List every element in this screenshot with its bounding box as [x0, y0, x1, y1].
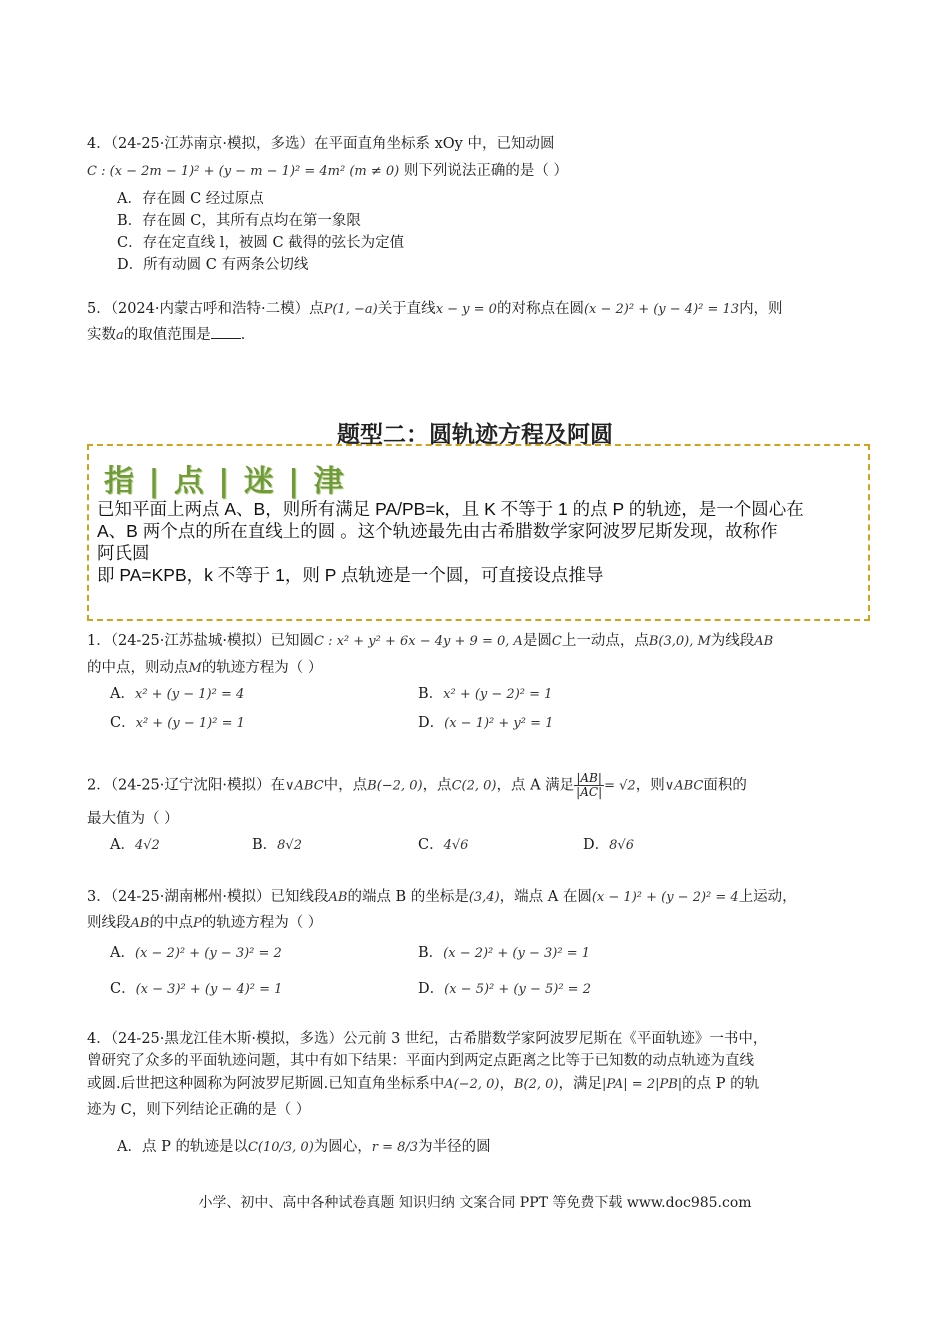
- q4b-stem-line4: 迹为 C，则下列结论正确的是（ ）: [87, 1102, 311, 1118]
- q4b-option-a: [117, 1136, 491, 1159]
- q1-stem-line1: [87, 630, 773, 653]
- q4b-math-a: A(−2, 0): [444, 1077, 500, 1092]
- q5a-math-circle: (x − 2)² + (y − 4)² = 13: [583, 302, 740, 317]
- q5a-text-4: 内，则: [739, 301, 783, 317]
- q1-math-circle: C : x² + y² + 6x − 4y + 9 = 0, A: [314, 634, 523, 649]
- q2-option-c-eq: 4√6: [443, 838, 469, 853]
- tip-line-4: 即 PA=KPB，k 不等于 1，则 P 点轨迹是一个圆，可直接设点推导: [97, 565, 604, 585]
- q4b-text-2: ，: [499, 1076, 514, 1092]
- q3-text-6: 的中点: [149, 915, 193, 931]
- q5a-math-line: x − y = 0: [435, 302, 497, 317]
- q1-option-d-label: D．: [418, 715, 445, 731]
- q3-text-4: 上运动，: [738, 889, 797, 905]
- q3-option-b-label: B．: [418, 945, 444, 961]
- q1-option-d: [418, 712, 553, 735]
- q4b-option-a-center: C(10/3, 0): [247, 1140, 314, 1155]
- q2-option-c: [418, 834, 468, 857]
- q1-option-b-label: B．: [418, 686, 444, 702]
- tip-line-3: 阿氏圆: [97, 543, 150, 563]
- q4b-math-ratio: |PA| = 2|PB|: [601, 1077, 683, 1092]
- q2-text-2: 中，点: [323, 777, 368, 794]
- q2-math-triangle: ∨ABC: [285, 778, 324, 794]
- q4b-text-1: 或圆.后世把这种圆称为阿波罗尼斯圆.已知直角坐标系中: [87, 1076, 445, 1092]
- q1-text-5: 的中点，则动点: [87, 660, 189, 676]
- q3-math-b: (3,4): [468, 890, 500, 905]
- q1-option-a-label: A．: [110, 686, 135, 702]
- q4b-stem-line2: 曾研究了众多的平面轨迹问题，其中有如下结果：平面内到两定点距离之比等于已知数的动点轨迹为直线: [87, 1053, 754, 1069]
- q1-option-c: [110, 712, 245, 735]
- tip-line-2: A、B 两个点的所在直线上的圆 。这个轨迹最先由古希腊数学家阿波罗尼斯发现，故称作: [97, 521, 778, 541]
- q5a-text-3: 的对称点在圆: [496, 301, 584, 317]
- q4a-stem-line1: 4．（24-25·江苏南京·模拟，多选）在平面直角坐标系 xOy 中，已知动圆: [87, 136, 555, 152]
- q1-option-b-eq: x² + (y − 2)² = 1: [443, 687, 553, 702]
- q2-fraction-num: |AB|: [574, 772, 604, 786]
- q5a-stem-line1: [87, 298, 783, 321]
- q3-option-d-eq: (x − 5)² + (y − 5)² = 2: [444, 982, 591, 997]
- q5a-stem-line2: [87, 324, 255, 347]
- q1-option-c-label: C．: [110, 715, 136, 731]
- q5a-text-1: 5．（2024·内蒙古呼和浩特·二模）点: [87, 301, 324, 317]
- section-title: 题型二：圆轨迹方程及阿圆: [337, 422, 613, 448]
- q2-text-3: ，点: [422, 777, 452, 794]
- q1-math-ab: AB: [754, 634, 774, 649]
- tip-heading: 指 | 点 | 迷 | 津: [104, 464, 346, 499]
- answer-blank[interactable]: [211, 324, 241, 339]
- q2-stem-line1: [87, 772, 747, 799]
- q3-stem-line1: [87, 886, 797, 909]
- q2-fraction: [574, 772, 604, 799]
- q4b-stem-line3: [87, 1073, 759, 1096]
- q4a-option-a: A．存在圆 C 经过原点: [117, 191, 264, 207]
- q3-math-circle: (x − 1)² + (y − 2)² = 4: [591, 890, 739, 905]
- q4b-text-3: ，满足: [558, 1076, 602, 1092]
- q3-option-c: [110, 978, 282, 1001]
- q2-option-d: [583, 834, 634, 857]
- q1-option-b: [418, 683, 552, 706]
- q2-stem-line2: 最大值为（ ）: [87, 811, 179, 827]
- q3-option-d: [418, 978, 591, 1001]
- q4a-option-d: D．所有动圆 C 有两条公切线: [117, 257, 309, 273]
- q3-option-b: [418, 942, 590, 965]
- q5a-text-6: 的取值范围是: [123, 327, 211, 343]
- q2-option-b-label: B．: [252, 837, 278, 853]
- q4b-text-4: 的点 P 的轨: [682, 1076, 760, 1092]
- q3-option-a: [110, 942, 282, 965]
- q4b-option-a-text-3: 为半径的圆: [418, 1139, 491, 1155]
- q3-option-a-label: A．: [110, 945, 135, 961]
- q1-text-2: 是圆: [522, 633, 552, 649]
- q3-text-7: 的轨迹方程为（ ）: [201, 915, 323, 931]
- q2-text-1: 2．（24-25·辽宁沈阳·模拟）在: [87, 777, 285, 794]
- q2-text-6: 面积的: [703, 777, 747, 794]
- q5a-math-a: a: [116, 328, 124, 343]
- q1-text-6: 的轨迹方程为（ ）: [201, 660, 323, 676]
- q5a-text-7: ．: [240, 327, 256, 343]
- q3-stem-line2: [87, 912, 322, 935]
- q2-option-d-eq: 8√6: [609, 838, 634, 853]
- q2-math-sqrt2: = √2: [604, 778, 636, 794]
- q3-text-5: 则线段: [87, 915, 131, 931]
- q3-text-1: 3．（24-25·湖南郴州·模拟）已知线段: [87, 889, 329, 905]
- q2-option-a: [110, 834, 160, 857]
- q3-option-d-label: D．: [418, 981, 445, 997]
- q3-math-ab: AB: [328, 890, 348, 905]
- q3-option-c-label: C．: [110, 981, 136, 997]
- q5a-math-point: P(1, −a): [323, 302, 378, 317]
- q4b-stem-line1: 4．（24-25·黑龙江佳木斯·模拟，多选）公元前 3 世纪，古希腊数学家阿波罗尼斯在《平面轨迹》一书中，: [87, 1031, 768, 1047]
- q4b-option-a-text-2: 为圆心，: [313, 1139, 372, 1155]
- q2-fraction-den: |AC|: [576, 785, 603, 799]
- q3-option-b-eq: (x − 2)² + (y − 3)² = 1: [443, 946, 590, 961]
- q1-option-d-eq: (x − 1)² + y² = 1: [444, 716, 554, 731]
- q2-option-b-eq: 8√2: [277, 838, 302, 853]
- q1-option-a: [110, 683, 244, 706]
- q4a-option-b: B．存在圆 C，其所有点均在第一象限: [117, 213, 361, 229]
- q4a-option-c: C．存在定直线 l，被圆 C 截得的弦长为定值: [117, 235, 405, 251]
- q1-text-4: 为线段: [710, 633, 755, 649]
- tip-line-1: 已知平面上两点 A、B，则所有满足 PA/PB=k，且 K 不等于 1 的点 P 的轨迹，是一个圆心在: [97, 499, 804, 519]
- q2-option-b: [252, 834, 302, 857]
- q3-text-2: 的端点 B 的坐标是: [347, 889, 469, 905]
- q1-math-c: C: [551, 634, 562, 649]
- q4b-math-b: B(2, 0): [513, 1077, 559, 1092]
- q1-option-a-eq: x² + (y − 1)² = 4: [134, 687, 245, 702]
- q3-option-a-eq: (x − 2)² + (y − 3)² = 2: [134, 946, 282, 961]
- q2-option-c-label: C．: [418, 837, 444, 853]
- q2-option-a-eq: 4√2: [134, 838, 160, 853]
- q3-option-c-eq: (x − 3)² + (y − 4)² = 1: [135, 982, 283, 997]
- q1-text-1: 1．（24-25·江苏盐城·模拟）已知圆: [87, 633, 314, 649]
- q2-text-4: ，点 A 满足: [496, 777, 575, 794]
- q5a-text-2: 关于直线: [377, 301, 436, 317]
- q1-math-b: B(3,0), M: [648, 634, 711, 649]
- q1-option-c-eq: x² + (y − 1)² = 1: [135, 716, 245, 731]
- q1-stem-line2: [87, 657, 322, 680]
- page-footer: 小学、初中、高中各种试卷真题 知识归纳 文案合同 PPT 等免费下载 www.doc985.com: [198, 1195, 752, 1211]
- q1-math-m: M: [188, 661, 202, 676]
- q4a-stem-tail: 则下列说法正确的是（ ）: [403, 163, 568, 179]
- q3-text-3: ，端点 A 在圆: [499, 889, 592, 905]
- q2-text-5: ，则: [635, 777, 665, 794]
- q2-math-b: B(−2, 0): [367, 778, 423, 794]
- q2-option-a-label: A．: [110, 837, 135, 853]
- q1-text-3: 上一动点，点: [561, 633, 649, 649]
- q4a-stem-line2: [87, 160, 568, 183]
- q4b-option-a-text-1: A．点 P 的轨迹是以: [117, 1139, 248, 1155]
- q2-math-triangle-2: ∨ABC: [664, 778, 704, 794]
- q4a-equation: C : (x − 2m − 1)² + (y − m − 1)² = 4m² (m ≠ 0): [87, 164, 400, 179]
- q3-math-p: P: [192, 916, 202, 931]
- q5a-text-5: 实数: [87, 327, 116, 343]
- q4b-option-a-radius: r = 8/3: [371, 1140, 419, 1155]
- q2-math-c: C(2, 0): [451, 778, 497, 794]
- q2-option-d-label: D．: [583, 837, 610, 853]
- q3-math-ab-2: AB: [130, 916, 150, 931]
